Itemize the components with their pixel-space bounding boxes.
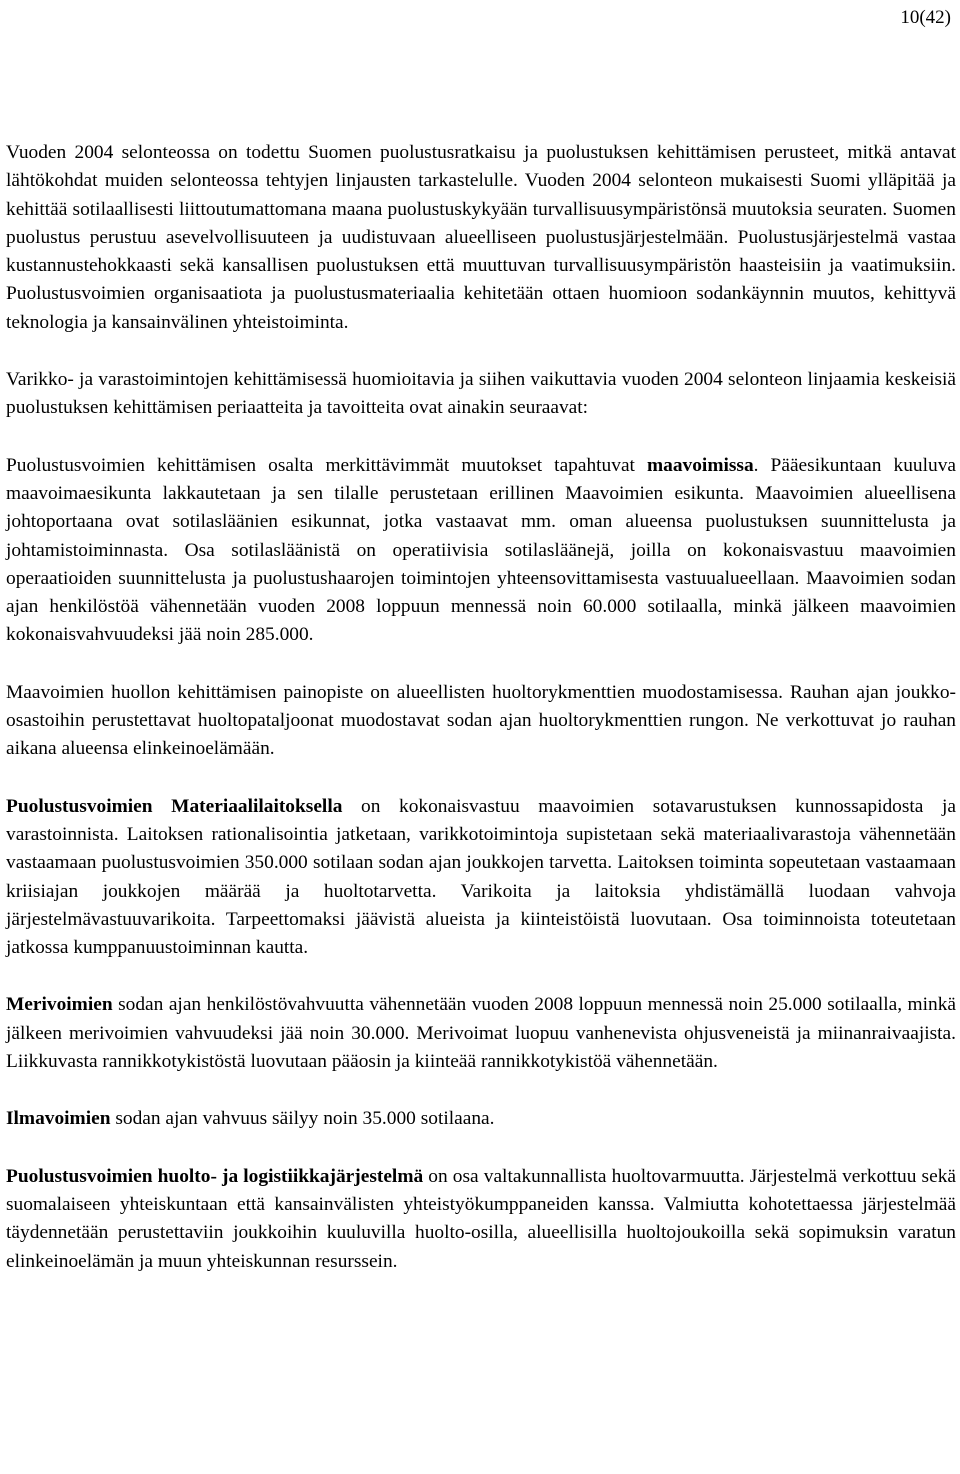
paragraph-text: Vuoden 2004 selonteossa on todettu Suomen puolustusratkaisu ja puolustuksen kehittämisen perusteet, mitkä antavat lähtökohdat muiden selonteossa tehtyjen linjausten tarkastelulle. Vuoden 2004 selonteon mukaisesti Suomi ylläpitää ja kehittää sotilaallisesti liittoutumattomana maana puolustuskykyään turvallisuusympäristönsä muutoksia seuraten. Suomen puolustus perustuu asevelvollisuuteen ja uudistuvaan alueelliseen puolustusjärjestelmään. Puolustusjärjestelmä vastaa kustannustehokkaasti sekä kansallisen puolustuksen että muuttuvan turvallisuusympäristön haasteisiin ja vaatimuksiin. Puolustusvoimien organisaatiota ja puolustusmateriaalia kehitetään ottaen huomioon sodankäynnin muutos, kehittyvä teknologia ja kansainvälinen yhteistoiminta. [6, 142, 956, 333]
paragraph-text: Maavoimien huollon kehittämisen painopiste on alueellisten huoltorykmenttien muodostamisessa. Rauhan ajan joukko-osastoihin perustettavat huoltopataljoonat muodostavat sodan ajan huoltorykmenttien rungon. Ne verkottuvat jo rauhan aikana alueensa elinkeinoelämään. [6, 681, 956, 760]
paragraph-text: Varikko- ja varastoimintojen kehittämisessä huomioitavia ja siihen vaikuttavia vuoden 2004 selonteon linjaamia keskeisiä puolustuksen kehittämisen periaatteita ja tavoitteita ovat ainakin seuraavat: [6, 369, 956, 419]
bold-term: Puolustusvoimien Materiaalilaitoksella [6, 795, 343, 817]
paragraph-text: on kokonaisvastuu maavoimien sotavarustuksen kunnossapidosta ja varastoinnista. Laitoksen rationalisointia jatketaan, varikkotoimintoja supistetaan sekä materiaalivarastoja vähennetään vastaamaan puolustusvoimien 350.000 sotilaan sodan ajan joukkojen tarvetta. Laitoksen toiminta sopeutetaan vastaamaan kriisiajan joukkojen määrää ja huoltotarvetta. Varikoita ja laitoksia yhdistämällä luodaan vahvoja järjestelmävastuuvarikoita. Tarpeettomaksi jäävistä alueista ja kiinteistöistä luovutaan. Osa toiminnoista toteutetaan jatkossa kumppanuustoiminnan kautta. [6, 795, 956, 959]
bold-term: Ilmavoimien [6, 1108, 111, 1130]
paragraph [6, 991, 956, 1076]
paragraph-text: Puolustusvoimien kehittämisen osalta merkittävimmät muutokset tapahtuvat [6, 454, 647, 476]
paragraph [6, 793, 956, 963]
bold-term: Merivoimien [6, 994, 113, 1016]
paragraph-text: sodan ajan henkilöstövahvuutta vähennetään vuoden 2008 loppuun mennessä noin 25.000 sotilaalla, minkä jälkeen merivoimien vahvuudeksi jää noin 30.000. Merivoimat luopuu vanhenevista ohjusveneistä ja miinanraivaajista. Liikkuvasta rannikkotykistöstä luovutaan pääosin ja kiinteää rannikkotykistöä vähennetään. [6, 994, 956, 1073]
paragraph [6, 1163, 956, 1276]
page-number: 10(42) [900, 7, 951, 28]
paragraph [6, 452, 956, 650]
document-body [6, 139, 956, 1305]
paragraph [6, 139, 956, 337]
bold-term: maavoimissa [647, 454, 754, 476]
paragraph-text: sodan ajan vahvuus säilyy noin 35.000 sotilaana. [110, 1108, 495, 1130]
paragraph-text: . Pääesikuntaan kuuluva maavoimaesikunta lakkautetaan ja sen tilalle perustetaan erillinen Maavoimien esikunta. Maavoimien alueellisena johtoportaana ovat sotilasläänien esikunnat, jotka vastaavat mm. oman alueensa puolustuksen suunnittelusta ja johtamistoiminnasta. Osa sotilasläänistä on operatiivisia sotilasläänejä, joilla on kokonaisvastuu maavoimien operaatioiden suunnittelusta ja puolustushaarojen toimintojen yhteensovittamisesta vastuualueellaan. Maavoimien sodan ajan henkilöstöä vähennetään vuoden 2008 loppuun mennessä noin 60.000 sotilaalla, minkä jälkeen maavoimien kokonaisvahvuudeksi jää noin 285.000. [6, 454, 956, 646]
paragraph [6, 1105, 956, 1133]
paragraph [6, 679, 956, 764]
paragraph [6, 366, 956, 423]
bold-term: Puolustusvoimien huolto- ja logistiikkajärjestelmä [6, 1165, 424, 1187]
paragraph-text: on osa valtakunnallista huoltovarmuutta. Järjestelmä verkottuu sekä suomalaiseen yhteiskuntaan että kansainvälisten yhteistyökumppaneiden kanssa. Valmiutta kohotettaessa järjestelmää täydennetään perustettaviin joukkoihin kuuluvilla huolto-osilla, alueellisilla huoltojoukoilla sekä sopimuksin varatun elinkeinoelämän ja muun yhteiskunnan resurssein. [6, 1165, 956, 1272]
